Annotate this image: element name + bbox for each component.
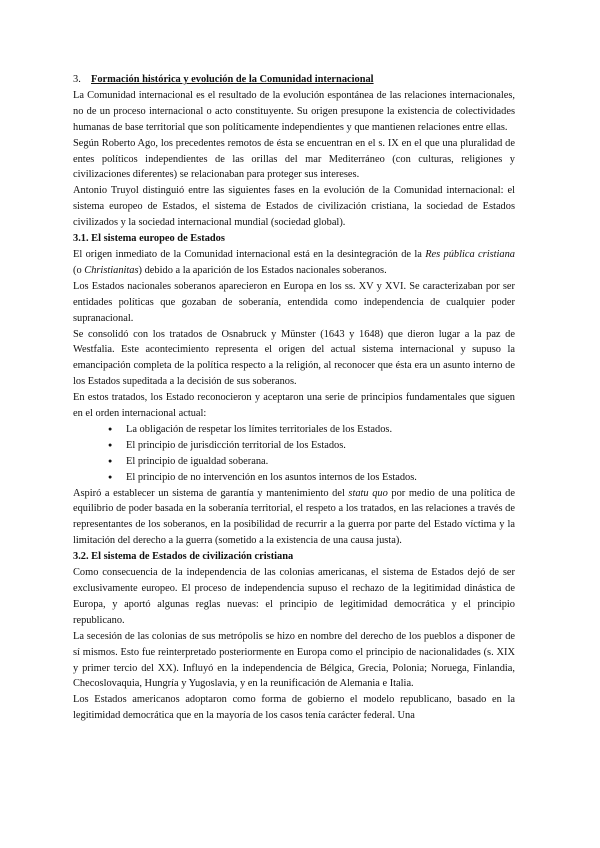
list-item: ● El principio de jurisdicción territorial de los Estados. [126,438,515,454]
sub1-paragraph-2: Los Estados nacionales soberanos aparecieron en Europa en los ss. XV y XVI. Se caracterizaban por ser entidades políticas que gozaban de soberanía, entendida como independencia de cualquier poder supranacional. [73,280,515,324]
section-title: Formación histórica y evolución de la Comunidad internacional [91,74,374,85]
subsection-heading-3-2: 3.2. El sistema de Estados de civilización cristiana [73,551,294,563]
sub1-paragraph-1 [73,247,515,279]
intro-paragraph-1: La Comunidad internacional es el resultado de la evolución espontánea de las relaciones internacionales, no de un proceso internacional o acto constituyente. Su origen presupone la existencia de colectividades humanas de base territorial que son políticamente independientes y que mantienen relaciones entre ellas. [73,89,515,133]
sub2-paragraph-3: Los Estados americanos adoptaron como forma de gobierno el modelo republicano, basado en la legitimidad democrática que en la mayoría de los casos tenía carácter federal. Una [73,694,515,722]
principles-list [73,422,515,486]
section-number: 3. [73,74,81,85]
list-item: ● El principio de igualdad soberana. [126,454,515,470]
text-run: por medio de una política de equilibrio de poder basada en la soberanía territorial, el respeto a los tratados, en las relaciones a través de representantes de los soberanos, en la posibilidad de recurrir a la guerra por parte del Estado víctima y la limitación del derecho a la guerra (sometido a la existencia de una causa justa). [73,487,515,547]
italic-term-christianitas: Christianitas [84,264,139,276]
subsection-heading-3-1: 3.1. El sistema europeo de Estados [73,233,225,245]
italic-term-statu-quo: statu quo [348,487,388,499]
sub2-paragraph-2: La secesión de las colonias de sus metrópolis se hizo en nombre del derecho de los pueblos a disponer de sí mismos. Esto fue reinterpretado posteriormente en Europa como el principio de nacionalidades (s. XIX y primer tercio del XX). Influyó en la independencia de Bélgica, Grecia, Polonia; Noruega, Finlandia, Checoslovaquia, Hungría y Yugoslavia, y en la reunificación de Alemania e Italia. [73,630,515,690]
section-heading [73,72,515,88]
list-item: ● La obligación de respetar los límites territoriales de los Estados. [126,422,515,438]
italic-term-res-publica: Res pública cristiana [425,248,515,260]
document-page [73,72,515,724]
sub2-paragraph-1: Como consecuencia de la independencia de las colonias americanas, el sistema de Estados dejó de ser exclusivamente europeo. El proceso de independencia supuso el rechazo de la legitimidad dinástica de Europa, y aportó algunas reglas nuevas: el principio de legitimidad democrática y el principio republicano. [73,567,515,626]
text-run: ) debido a la aparición de los Estados nacionales soberanos. [138,264,387,276]
sub1-paragraph-3: Se consolidó con los tratados de Osnabruck y Münster (1643 y 1648) que dieron lugar a la paz de Westfalia. Este acontecimiento representa el origen del actual sistema internacional y supuso la emancipación completa de la política respecto a la religión, al reconocer que ésta era un asunto interno de los Estados supeditada a la decisión de sus soberanos. [73,328,515,388]
text-run: Aspiró a establecer un sistema de garantía y mantenimiento del [73,487,349,499]
sub1-paragraph-5 [73,486,515,550]
text-run: (o [73,264,85,276]
text-run: El origen inmediato de la Comunidad internacional está en la desintegración de la [73,248,426,260]
intro-paragraph-2: Según Roberto Ago, los precedentes remotos de ésta se encuentran en el s. IX en el que una pluralidad de entes políticos independientes de las orillas del mar Mediterráneo (con culturas, religiones y civilizaciones diferentes) se relacionaban para proteger sus intereses. [73,137,515,181]
intro-paragraph-3: Antonio Truyol distinguió entre las siguientes fases en la evolución de la Comunidad internacional: el sistema europeo de Estados, el sistema de Estados de civilización cristiana, la sociedad de Estados civilizados y la sociedad internacional mundial (sociedad global). [73,185,515,229]
sub1-paragraph-4: En estos tratados, los Estado reconocieron y aceptaron una serie de principios fundamentales que siguen en el orden internacional actual: [73,392,515,420]
list-item: ● El principio de no intervención en los asuntos internos de los Estados. [126,470,515,486]
